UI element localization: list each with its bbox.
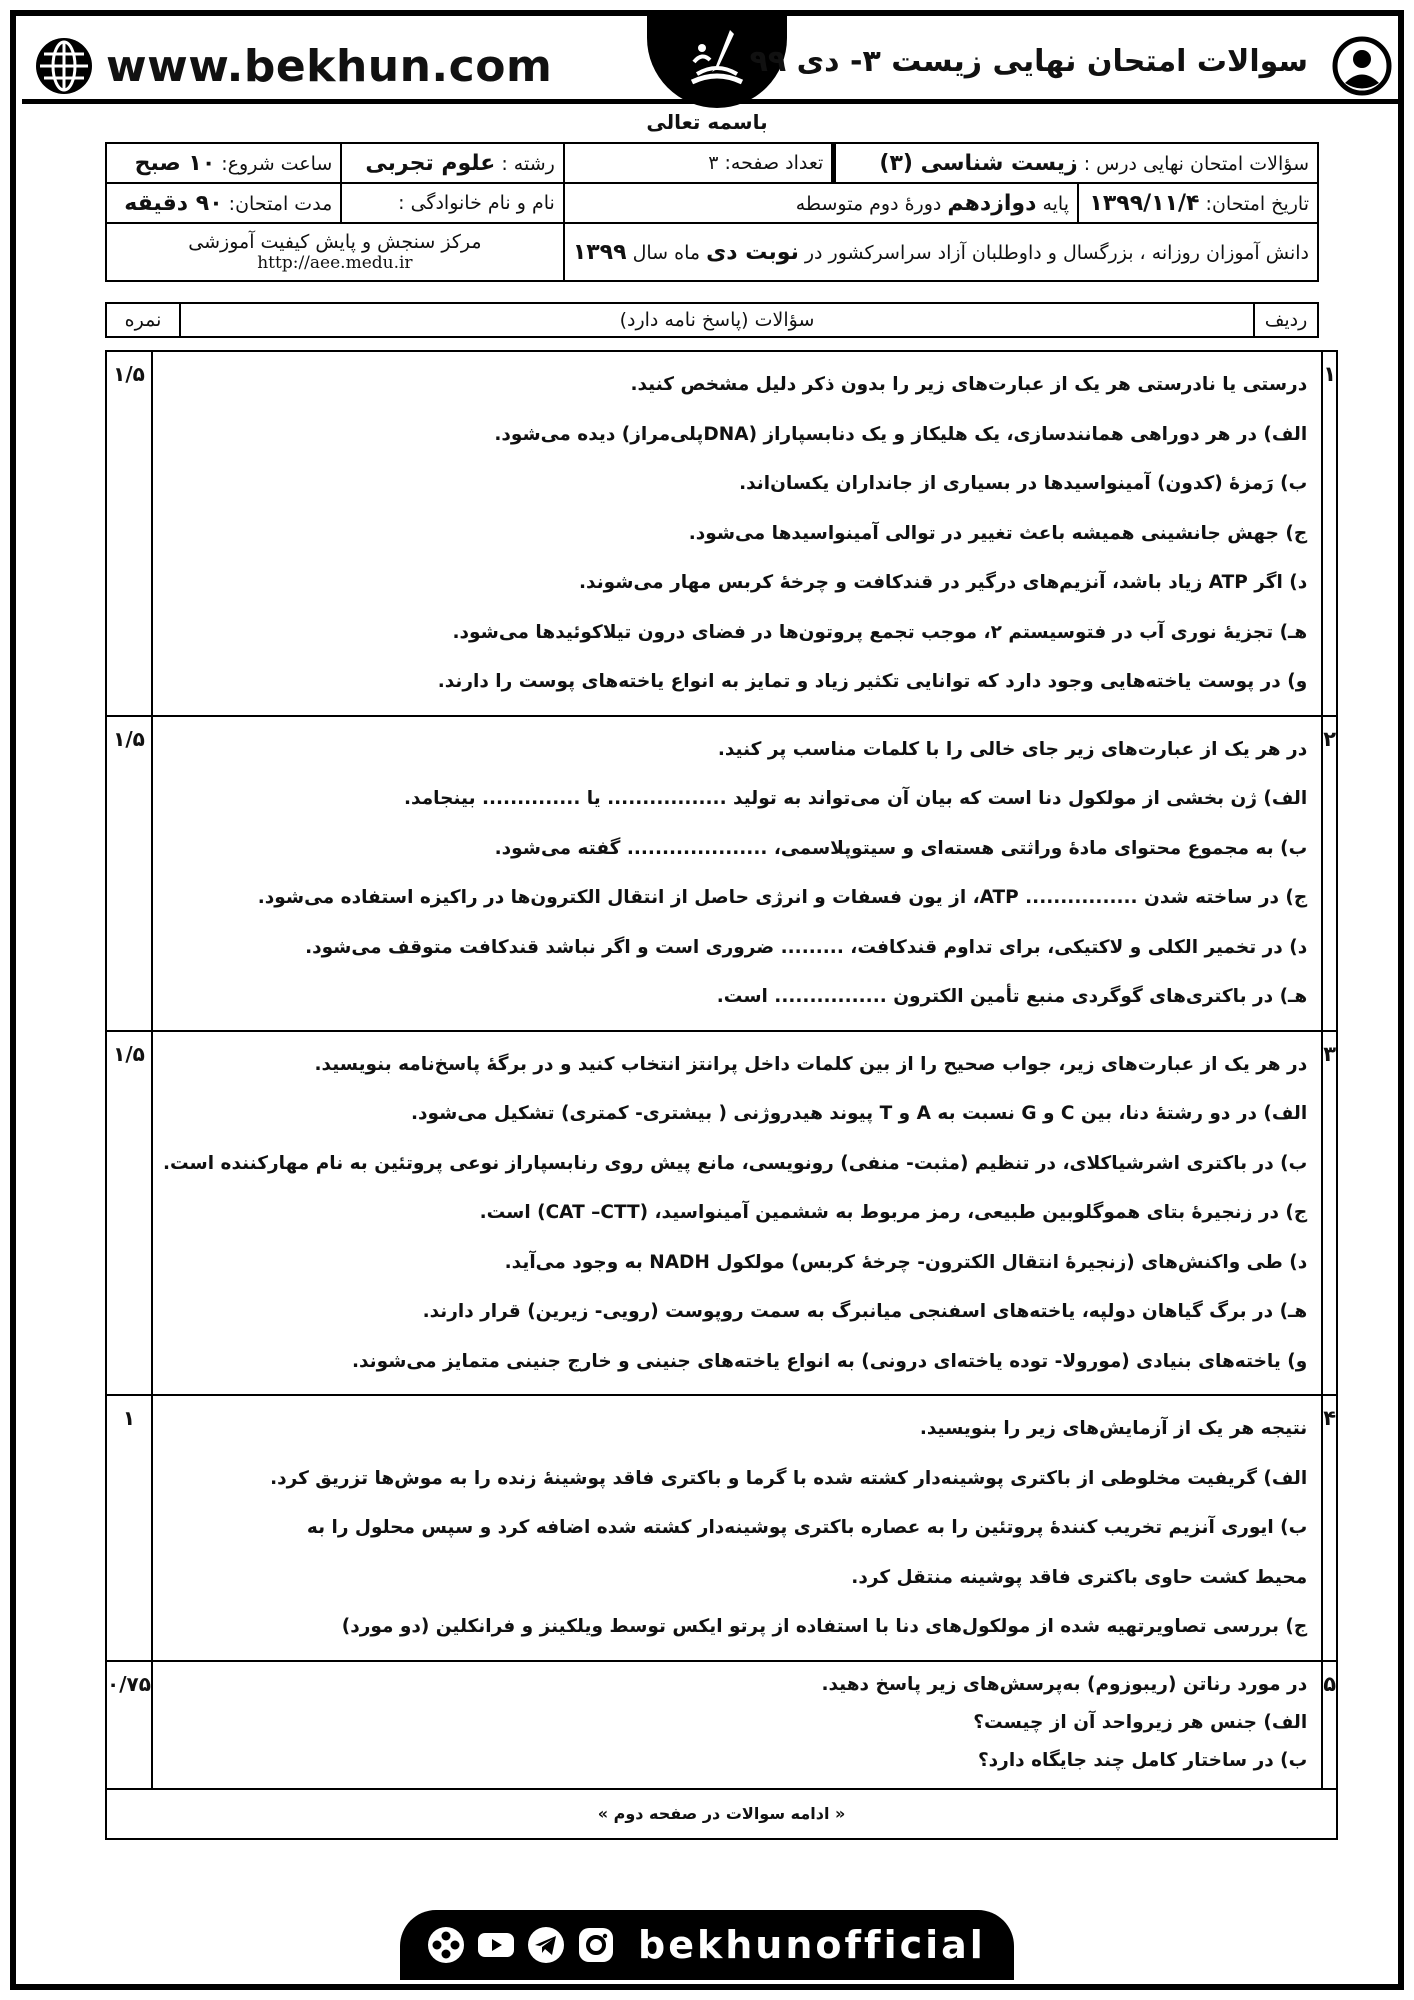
- questions-table: [105, 350, 1338, 1840]
- question-number: ۴: [1322, 1395, 1337, 1661]
- globe-icon: [34, 36, 94, 96]
- continue-note: « ادامه سوالات در صفحه دوم »: [106, 1789, 1337, 1839]
- question-line: و) یاخته‌های بنیادی (مورولا- توده یاخته‌ای درونی) به انواع یاخته‌های جنینی و خارج جنینی متمایز می‌شوند.: [351, 1350, 1308, 1372]
- question-score: ۱/۵: [106, 351, 152, 716]
- question-row: [106, 1661, 1337, 1789]
- question-number: ۲: [1322, 716, 1337, 1031]
- course-name: زیست شناسی (۳): [879, 150, 1078, 176]
- question-row: [106, 1395, 1337, 1661]
- question-line: ب) به مجموع محتوای مادۀ وراثتی هسته‌ای و سیتوپلاسمی، .................... گفته می‌شود.: [494, 837, 1308, 859]
- question-body: [152, 351, 1322, 716]
- col-row: ردیف: [1254, 303, 1318, 337]
- question-line: ب) ایوری آنزیم تخریب کنندۀ پروتئین را به عصاره باکتری پوشینه‌دار کشته شده اضافه کرد و سپس محلول را به: [306, 1517, 1308, 1538]
- student-name-cell[interactable]: [341, 183, 563, 223]
- question-row: [106, 716, 1337, 1031]
- field-cell: [341, 143, 563, 183]
- audience-cell: [564, 223, 1318, 281]
- youtube-icon[interactable]: [476, 1925, 516, 1965]
- question-line: الف) ژن بخشی از مولکول دنا است که بیان آن می‌تواند به تولید ................. یا .............. بینجامد.: [404, 788, 1308, 809]
- center-url[interactable]: http://aee.medu.ir: [257, 253, 413, 273]
- site-url: www.bekhun.com: [106, 40, 553, 92]
- social-handle[interactable]: bekhunofficial: [638, 1923, 986, 1967]
- question-number: ۳: [1322, 1031, 1337, 1396]
- question-line: و) در پوست یاخته‌هایی وجود دارد که توانایی تکثیر زیاد و تمایز به انواع یاخته‌های پوست را دارند.: [437, 671, 1308, 692]
- center-cell: [106, 223, 564, 281]
- question-line: در مورد رناتن (ریبوزوم) به‌پرسش‌های زیر پاسخ دهید.: [821, 1673, 1308, 1695]
- audience-turn: نوبت دی: [706, 239, 799, 265]
- question-line: د) طی واکنش‌های (زنجیرۀ انتقال الکترون- چرخۀ کربس) مولکول NADH به وجود می‌آید.: [504, 1251, 1308, 1273]
- header-bar: [22, 22, 1404, 104]
- question-line: د) در تخمیر الکلی و لاکتیکی، برای تداوم قندکافت، ......... ضروری است و اگر نباشد قندکافت متوقف می‌شود.: [305, 936, 1308, 958]
- field-label: رشته :: [501, 152, 555, 175]
- question-score: ۰/۷۵: [106, 1661, 152, 1789]
- question-number: ۱: [1322, 351, 1337, 716]
- question-line: هـ) در باکتری‌های گوگردی منبع تأمین الکترون ................ است.: [716, 986, 1308, 1007]
- question-line: ج) جهش جانشینی همیشه باعث تغییر در توالی آمینواسیدها می‌شود.: [688, 522, 1308, 544]
- book-pen-logo-icon: [672, 22, 762, 102]
- grade-cell: [564, 183, 1078, 223]
- question-line: ج) بررسی تصاویرتهیه شده از مولکول‌های دنا با استفاده از پرتو ایکس توسط ویلکینز و فرانکلین (دو مورد): [341, 1616, 1308, 1637]
- question-score: ۱/۵: [106, 716, 152, 1031]
- question-line: الف) جنس هر زیرواحد آن از چیست؟: [973, 1711, 1308, 1733]
- start-time-cell: [106, 143, 341, 183]
- exam-date-cell: [1078, 183, 1318, 223]
- audience-year: ۱۳۹۹: [572, 239, 627, 265]
- grade-pre: پایه: [1042, 192, 1069, 215]
- basmeh-heading: باسمه تعالی: [646, 110, 768, 134]
- question-line: د) اگر ATP زیاد باشد، آنزیم‌های درگیر در قندکافت و چرخۀ کربس مهار می‌شوند.: [579, 572, 1308, 593]
- question-line: محیط کشت حاوی باکتری فاقد پوشینه منتقل کرد.: [851, 1566, 1308, 1588]
- duration-label: مدت امتحان:: [228, 192, 333, 215]
- course-cell: [834, 143, 1318, 183]
- instagram-icon[interactable]: [576, 1925, 616, 1965]
- social-bar: [400, 1910, 1014, 1980]
- question-line: هـ) تجزیۀ نوری آب در فتوسیستم ۲، موجب تجمع پروتون‌ها در فضای درون تیلاکوئیدها می‌شود.: [452, 621, 1308, 643]
- question-body: [152, 1661, 1322, 1789]
- continue-row: [106, 1789, 1337, 1839]
- question-line: ب) رَمزۀ (کدون) آمینواسیدها در بسیاری از جانداران یکسان‌اند.: [739, 473, 1308, 494]
- question-line: ج) در ساخته شدن ................ ATP، از یون فسفات و انرژی حاصل از انتقال الکترون‌ها در راکیزه استفاده می‌شود.: [257, 887, 1308, 908]
- date-value: ۱۳۹۹/۱۱/۴: [1089, 190, 1200, 216]
- audience-pre: دانش آموزان روزانه ، بزرگسال و داوطلبان آزاد سراسرکشور در: [804, 241, 1309, 264]
- user-avatar-icon[interactable]: [1332, 36, 1392, 96]
- center-name: مرکز سنجش و پایش کیفیت آموزشی: [188, 231, 482, 253]
- site-link[interactable]: [34, 36, 552, 96]
- course-label: سؤالات امتحان نهایی درس :: [1083, 152, 1309, 175]
- question-line: الف) در دو رشتۀ دنا، بین C و G نسبت به A و T پیوند هیدروژنی ( بیشتری- کمتری) تشکیل می‌شود.: [411, 1103, 1308, 1124]
- question-score: ۱: [106, 1395, 152, 1661]
- start-value: ۱۰ صبح: [134, 150, 216, 176]
- start-label: ساعت شروع:: [221, 152, 333, 175]
- question-row: [106, 351, 1337, 716]
- question-line: الف) گریفیت مخلوطی از باکتری پوشینه‌دار کشته شده با گرما و باکتری فاقد پوشینۀ زنده را به موش‌ها تزریق کرد.: [270, 1467, 1308, 1489]
- question-line: هـ) در برگ گیاهان دولپه، یاخته‌های اسفنجی میانبرگ به سمت روپوست (رویی- زیرین) قرار دارند.: [422, 1301, 1308, 1322]
- question-line: ب) در باکتری اشرشیاکلای، در تنظیم (مثبت- منفی) رونویسی، مانع پیش روی رنابسپاراز نوعی پروتئین به نام مهارکننده است.: [162, 1152, 1308, 1174]
- duration-value: ۹۰ دقیقه: [124, 190, 223, 216]
- question-line: الف) در هر دوراهی همانندسازی، یک هلیکاز و یک دنابسپاراز (DNAپلی‌مراز) دیده می‌شود.: [494, 423, 1308, 445]
- col-score: نمره: [106, 303, 180, 337]
- question-body: [152, 1031, 1322, 1396]
- question-line: در هر یک از عبارت‌های زیر، جواب صحیح را از بین کلمات داخل پرانتز انتخاب کنید و در برگۀ پاسخ‌نامه بنویسید.: [314, 1053, 1308, 1075]
- question-line: نتیجه هر یک از آزمایش‌های زیر را بنویسید.: [919, 1418, 1308, 1439]
- date-label: تاریخ امتحان:: [1205, 192, 1309, 215]
- exam-title: سوالات امتحان نهایی زیست ۳- دی ۹۹: [749, 44, 1308, 79]
- question-line: ب) در ساختار کامل چند جایگاه دارد؟: [977, 1749, 1308, 1771]
- duration-cell: [106, 183, 341, 223]
- audience-mid: ماه سال: [632, 241, 701, 264]
- question-number: ۵: [1322, 1661, 1337, 1789]
- question-line: ج) در زنجیرۀ بتای هموگلوبین طبیعی، رمز مربوط به ششمین آمینواسید، (CAT –CTT) است.: [479, 1202, 1308, 1223]
- aparat-icon[interactable]: [426, 1925, 466, 1965]
- col-questions: سؤالات (پاسخ نامه دارد): [180, 303, 1254, 337]
- name-label: نام و نام خانوادگی :: [398, 192, 555, 214]
- question-line: در هر یک از عبارت‌های زیر جای خالی را با کلمات مناسب پر کنید.: [717, 738, 1308, 760]
- question-body: [152, 1395, 1322, 1661]
- question-body: [152, 716, 1322, 1031]
- grade-post: دورۀ دوم متوسطه: [795, 192, 942, 215]
- questions-header: [105, 302, 1319, 338]
- telegram-icon[interactable]: [526, 1925, 566, 1965]
- grade-value: دوازدهم: [947, 190, 1037, 216]
- pages-count: تعداد صفحه: ۳: [564, 143, 834, 183]
- exam-info-table: [105, 142, 1319, 282]
- field-value: علوم تجربی: [365, 150, 496, 176]
- question-row: [106, 1031, 1337, 1396]
- question-line: درستی یا نادرستی هر یک از عبارت‌های زیر را بدون ذکر دلیل مشخص کنید.: [630, 374, 1308, 395]
- question-score: ۱/۵: [106, 1031, 152, 1396]
